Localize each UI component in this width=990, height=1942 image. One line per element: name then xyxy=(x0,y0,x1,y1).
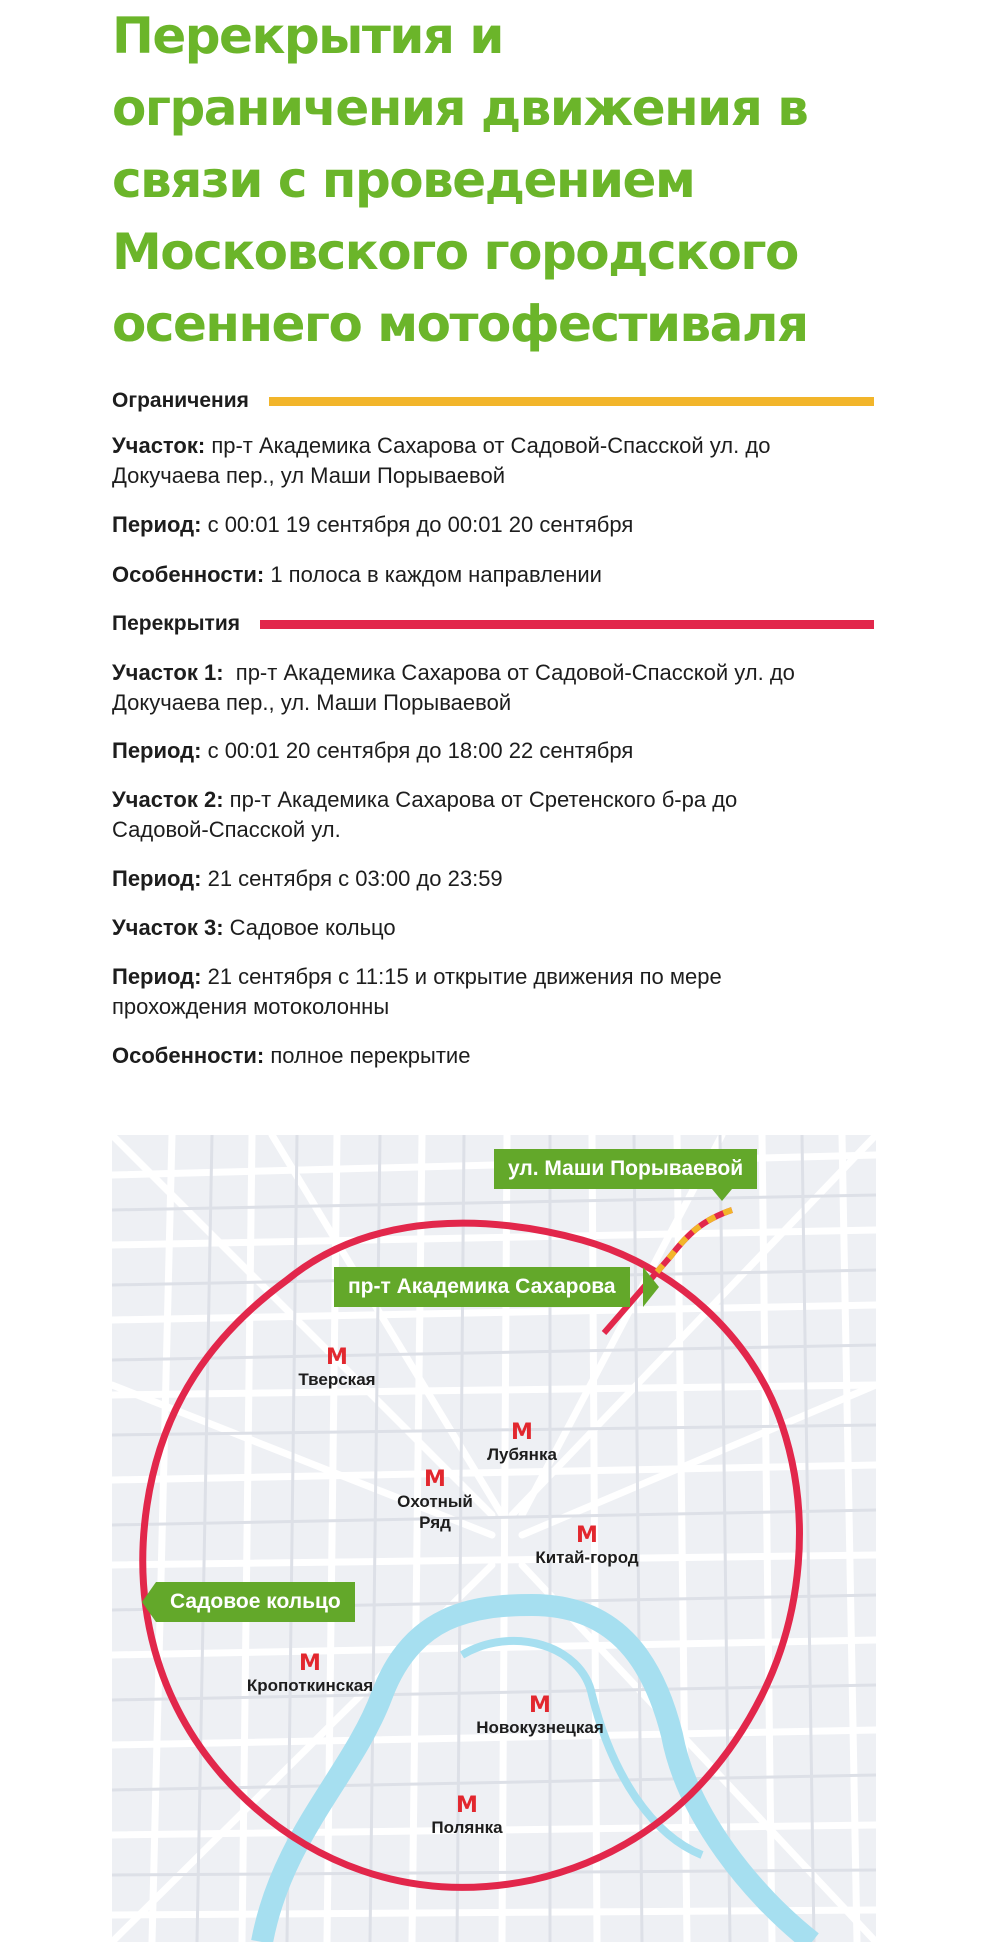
restrictions-bar xyxy=(269,397,874,406)
restrictions-features-text: 1 полоса в каждом направлении xyxy=(270,562,602,587)
restrictions-features xyxy=(112,560,882,590)
restrictions-heading xyxy=(112,386,874,416)
closures-s1-text2: Докучаева пер., ул. Маши Порываевой xyxy=(112,690,512,715)
closures-p1-text: с 00:01 20 сентября до 18:00 22 сентября xyxy=(207,738,634,763)
station-name: Охотный xyxy=(397,1492,473,1511)
metro-icon: M xyxy=(424,1467,446,1492)
closures-p2-text: 21 сентября с 03:00 до 23:59 xyxy=(207,866,503,891)
closures-bar xyxy=(260,620,874,629)
restrictions-period-label: Период: xyxy=(112,512,202,537)
title-line: Московского городского xyxy=(112,223,798,281)
metro-okhotny-ryad xyxy=(397,1469,473,1533)
closures-heading xyxy=(112,609,874,639)
closures-s3-label: Участок 3: xyxy=(112,915,224,940)
metro-icon: M xyxy=(299,1651,321,1676)
closures-section-2 xyxy=(112,785,882,845)
restrictions-heading-label: Ограничения xyxy=(112,389,249,412)
metro-polyanka xyxy=(431,1795,502,1838)
station-name: Кропоткинская xyxy=(246,1676,374,1695)
station-name: Лубянка xyxy=(487,1445,557,1464)
closures-s2-text: пр-т Академика Сахарова от Сретенского б-ра до xyxy=(229,787,738,812)
closures-period-2 xyxy=(112,864,882,894)
metro-icon: M xyxy=(576,1523,598,1548)
metro-novokuznetskaya xyxy=(476,1695,604,1738)
tag-pointer xyxy=(712,1189,732,1201)
page-title xyxy=(112,0,912,360)
closures-p3-text2: прохождения мотоколонны xyxy=(112,994,390,1019)
closures-p1-label: Период: xyxy=(112,738,202,763)
tag-pointer xyxy=(643,1267,659,1307)
metro-icon: M xyxy=(326,1345,348,1370)
station-name: Полянка xyxy=(431,1818,503,1837)
metro-icon: M xyxy=(511,1420,533,1445)
closures-period-1 xyxy=(112,736,882,766)
station-name: Тверская xyxy=(298,1370,376,1389)
metro-kropotkinskaya xyxy=(247,1653,373,1696)
title-line: ограничения движения в xyxy=(112,79,808,137)
closures-section-3 xyxy=(112,913,882,943)
closures-period-3 xyxy=(112,962,882,1022)
title-line: связи с проведением xyxy=(112,151,695,209)
closures-s1-text: пр-т Академика Сахарова от Садовой-Спасской ул. до xyxy=(235,660,795,685)
moscow-map xyxy=(112,1135,876,1942)
station-name: Ряд xyxy=(419,1513,451,1532)
title-line: осеннего мотофестиваля xyxy=(112,295,808,353)
title-line: Перекрытия и xyxy=(112,7,503,65)
closures-s3-text: Садовое кольцо xyxy=(229,915,396,940)
metro-lubyanka xyxy=(487,1422,557,1465)
metro-icon: M xyxy=(529,1693,551,1718)
closures-p3-text: 21 сентября с 11:15 и открытие движения по мере xyxy=(207,964,722,989)
closures-s1-label: Участок 1: xyxy=(112,660,224,685)
closures-s2-text2: Садовой-Спасской ул. xyxy=(112,817,341,842)
metro-icon: M xyxy=(456,1793,478,1818)
restrictions-features-label: Особенности: xyxy=(112,562,265,587)
restrictions-period xyxy=(112,510,882,540)
closures-features xyxy=(112,1041,882,1071)
closures-section-1 xyxy=(112,658,882,718)
metro-tverskaya xyxy=(298,1347,375,1390)
restrictions-period-text: с 00:01 19 сентября до 00:01 20 сентября xyxy=(207,512,634,537)
restrictions-section-label: Участок: xyxy=(112,433,206,458)
closures-p3-label: Период: xyxy=(112,964,202,989)
tag-sakharov: пр-т Академика Сахарова xyxy=(334,1267,630,1307)
station-name: Новокузнецкая xyxy=(476,1718,604,1737)
restrictions-section-text2: Докучаева пер., ул Маши Порываевой xyxy=(112,463,505,488)
restrictions-section xyxy=(112,431,882,491)
closures-features-label: Особенности: xyxy=(112,1043,265,1068)
tag-garden-ring: Садовое кольцо xyxy=(156,1582,355,1622)
closures-p2-label: Период: xyxy=(112,866,202,891)
restrictions-section-text: пр-т Академика Сахарова от Садовой-Спасской ул. до xyxy=(211,433,771,458)
tag-masha-poryvaeva: ул. Маши Порываевой xyxy=(494,1149,757,1189)
closures-features-text: полное перекрытие xyxy=(270,1043,471,1068)
metro-kitay-gorod xyxy=(535,1525,638,1568)
station-name: Китай-город xyxy=(535,1548,639,1567)
closures-s2-label: Участок 2: xyxy=(112,787,224,812)
tag-pointer xyxy=(142,1582,156,1622)
closures-heading-label: Перекрытия xyxy=(112,612,240,635)
